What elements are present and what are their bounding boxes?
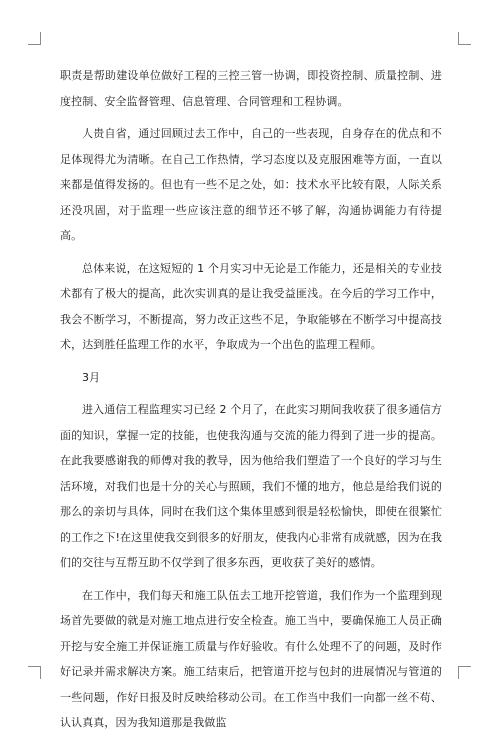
paragraph-self-reflection: 人贵自省，通过回顾过去工作中，自己的一些表现，自身存在的优点和不足体现得尤为清晰。在自己工作热情，学习态度以及克服困难等方面，一直以来都是值得发扬的。但也有一些不足之处，如：技术水平比较有限，人际关系还没巩固，对于监理一些应该注意的细节还不够了解，沟通协调能力有待提高。 bbox=[60, 127, 442, 242]
crop-mark-top-left bbox=[28, 32, 41, 45]
paragraph-internship-progress: 进入通信工程监理实习已经 2 个月了，在此实习期间我收获了很多通信方面的知识，掌握一定的技能，也使我沟通与交流的能力得到了进一步的提高。在此我要感谢我的师傅对我的教导，因为他给我们塑造了一个良好的学习与生活环境，对我们也是十分的关心与照顾，我们不懂的地方，他总是给我们说的那么的亲切与具体，同时在我们这个集体里感到很是轻松愉快，即使在很繁忙的工作之下!在这里使我交到很多的好朋友，使我内心非常有成就感，因为在我们的交往与互帮互助不仅学到了很多东西，更收获了美好的感情。 bbox=[60, 403, 442, 569]
crop-mark-top-right bbox=[458, 32, 471, 45]
crop-mark-bottom-left bbox=[28, 666, 41, 679]
paragraph-summary: 总体来说，在这短短的 1 个月实习中无论是工作能力，还是相关的专业技术都有了极大的提高，此次实训真的是让我受益匪浅。在今后的学习工作中，我会不断学习，不断提高，努力改正这些不足，争取能够在不断学习中提高技术，达到胜任监理工作的水平，争取成为一个出色的监理工程师。 bbox=[60, 261, 442, 351]
paragraph-field-work: 在工作中，我们每天和施工队伍去工地开挖管道，我们作为一个监理到现场首先要做的就是对施工地点进行安全检查。施工当中，要确保施工人员正确开挖与安全施工并保证施工质量与作好验收。有什么处理不了的问题，及时作好记录并需求解决方案。施工结束后，把管道开挖与包封的进展情况与管道的一些问题，作好日报及时反映给移动公司。在工作当中我们一向都一丝不苟、认认真真，因为我知道那是我做监 bbox=[60, 588, 442, 729]
document-body bbox=[60, 63, 442, 743]
section-heading-month: 3月 bbox=[82, 370, 100, 384]
crop-mark-bottom-right bbox=[458, 666, 471, 679]
paragraph-duties: 职责是帮助建设单位做好工程的三控三管一协调，即投资控制、质量控制、进度控制、安全监督管理、信息管理、合同管理和工程协调。 bbox=[60, 69, 442, 108]
